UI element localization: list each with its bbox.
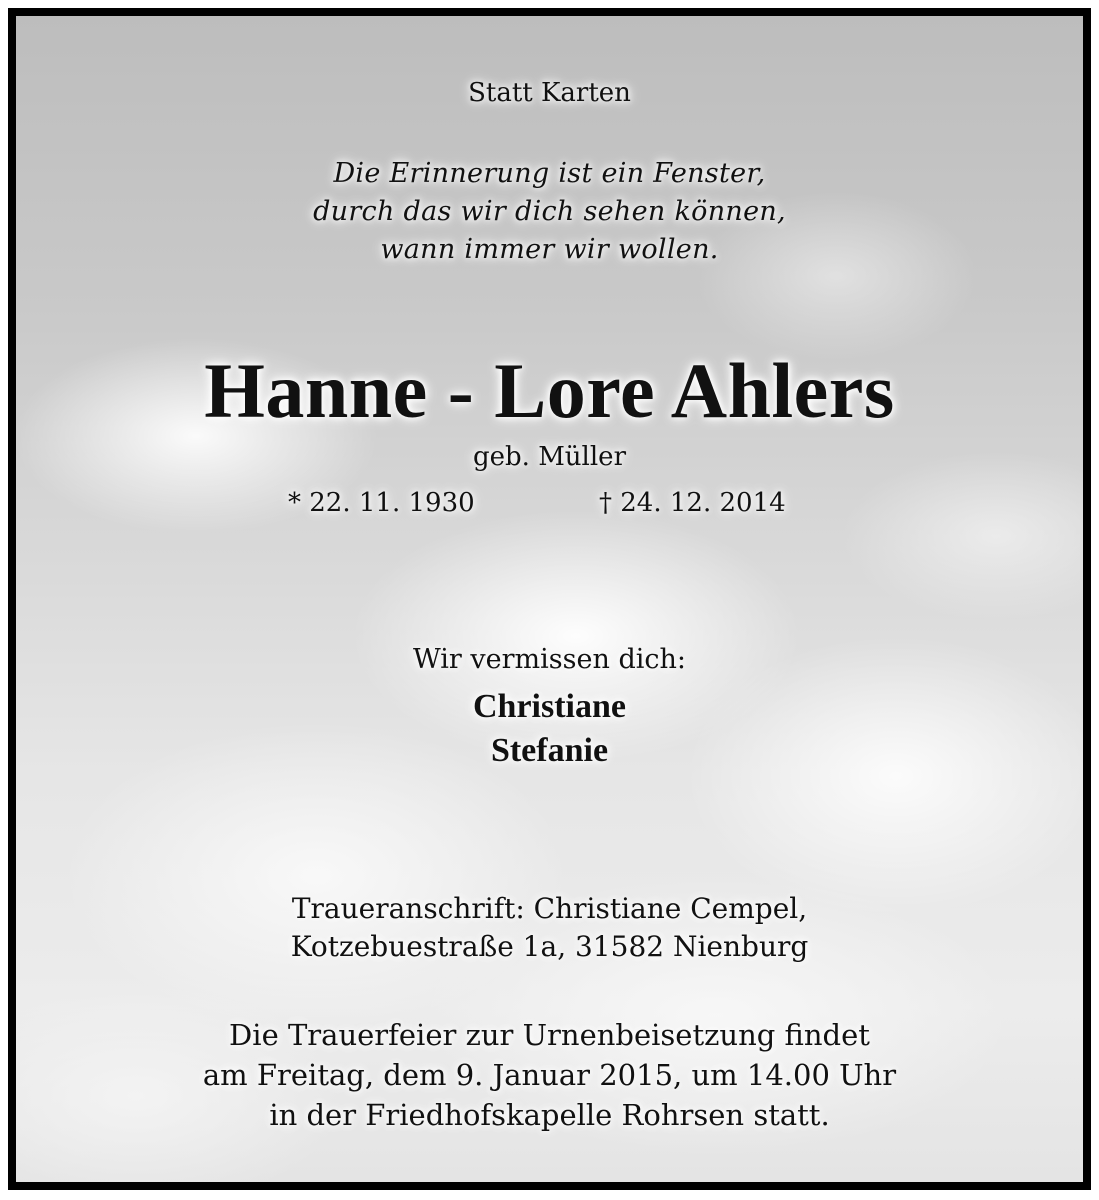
funeral-info-line-1: Die Trauerfeier zur Urnenbeisetzung findet (229, 1018, 870, 1052)
signer-name-2: Stefanie (490, 732, 609, 769)
funeral-info-line-3: in der Friedhofskapelle Rohrsen statt. (269, 1098, 830, 1132)
maiden-name: geb. Müller (472, 442, 627, 472)
death-date: † 24. 12. 2014 (599, 488, 786, 518)
birth-date: * 22. 11. 1930 (288, 488, 475, 518)
mourning-address-line-1: Traueranschrift: Christiane Cempel, (291, 892, 808, 925)
deceased-name: Hanne - Lore Ahlers (204, 347, 895, 434)
mourning-address-line-2: Kotzebuestraße 1a, 31582 Nienburg (290, 930, 809, 963)
quote-line-3: wann immer wir wollen. (380, 234, 719, 265)
funeral-info-line-2: am Freitag, dem 9. Januar 2015, um 14.00 Uhr (202, 1058, 897, 1092)
missed-by-label: Wir vermissen dich: (413, 644, 686, 675)
intro-text: Statt Karten (468, 78, 631, 108)
quote-line-2: durch das wir dich sehen können, (313, 196, 786, 227)
quote-line-1: Die Erinnerung ist ein Fenster, (333, 158, 766, 189)
obituary-content (16, 16, 1083, 1182)
signer-name-1: Christiane (473, 688, 626, 725)
obituary-frame (8, 8, 1091, 1190)
